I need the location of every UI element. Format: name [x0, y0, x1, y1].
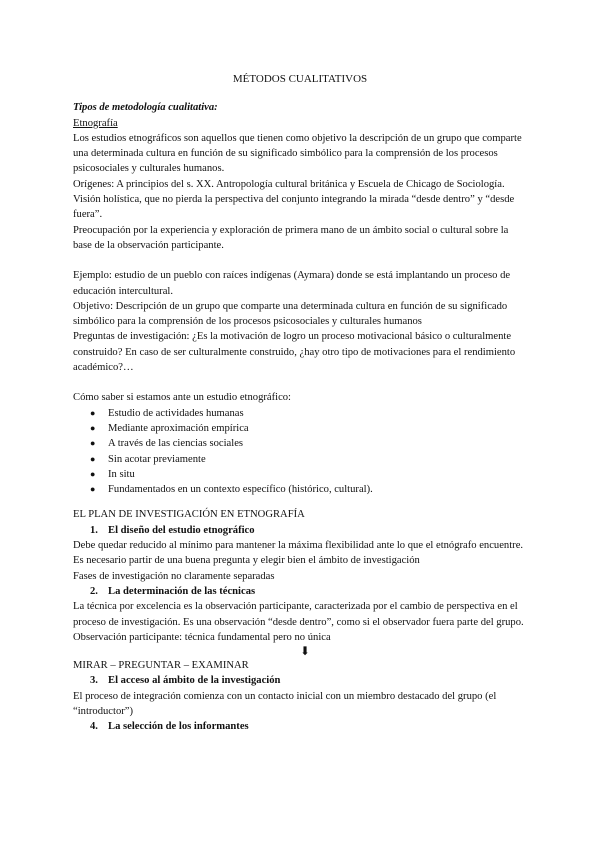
bullet-icon: ●	[90, 438, 96, 449]
bullet-icon: ●	[90, 453, 96, 464]
section-heading-plan: EL PLAN DE INVESTIGACIÓN EN ETNOGRAFÍA	[73, 509, 305, 521]
list-item: ● Mediante aproximación empírica	[73, 421, 527, 436]
spacer	[73, 497, 527, 507]
bullet-icon: ●	[90, 407, 96, 418]
numbered-heading-3: 3. El acceso al ámbito de la investigación	[90, 675, 281, 687]
paragraph-phases: Fases de investigación no claramente separadas	[73, 570, 275, 582]
bullet-icon: ●	[90, 468, 96, 479]
page-title: MÉTODOS CUALITATIVOS	[232, 73, 368, 85]
list-item: ● Fundamentados en un contexto específico (histórico, cultural).	[73, 482, 527, 497]
numbered-heading-4: 4. La selección de los informantes	[90, 721, 249, 733]
paragraph-technique: La técnica por excelencia es la observación participante, caracterizada por el cambio de perspectiva en el proceso de investigación. Es una observación “desde dentro”, como si el observador fuera parte del grupo.	[73, 601, 524, 628]
arrow-down-icon: ⬇	[299, 644, 311, 659]
paragraph-access: El proceso de integración comienza con un contacto inicial con un miembro destacado del grupo (el “introductor”)	[73, 690, 497, 717]
paragraph-holistic: Visión holística, que no pierda la perspectiva del conjunto integrando la mirada “desde dentro” y “desde fuera”.	[73, 194, 515, 221]
bullet-icon: ●	[90, 422, 96, 433]
numbered-heading-1: 1. El diseño del estudio etnográfico	[90, 524, 255, 536]
numbered-heading-2: 2. La determinación de las técnicas	[90, 585, 256, 597]
subheading-etnografia: Etnografía	[73, 117, 118, 129]
spacer	[73, 253, 527, 268]
paragraph-question: Es necesario partir de una buena pregunta y elegir bien el ámbito de investigación	[73, 555, 420, 567]
paragraph-example: Ejemplo: estudio de un pueblo con raíces indígenas (Aymara) donde se está implantando un proceso de educación intercultural.	[73, 270, 511, 297]
bullet-icon: ●	[90, 484, 96, 495]
list-item: ● In situ	[73, 467, 527, 482]
paragraph-concern: Preocupación por la experiencia y exploración de primera mano de un ámbito social o cultural sobre la base de la observación participante.	[73, 224, 509, 251]
list-item: ● A través de las ciencias sociales	[73, 436, 527, 451]
spacer	[73, 375, 527, 390]
paragraph-objective: Objetivo: Descripción de un grupo que comparte una determinada cultura en función de su significado simbólico para la comprensión de los procesos psicosociales y culturales humanos	[73, 300, 508, 328]
bullet-list	[73, 406, 527, 498]
paragraph-definition: Los estudios etnográficos son aquellos que tienen como objetivo la descripción de un grupo que comparte una determinada cultura en función de su significado simbólico para la comprensión de los procesos psicosociales y culturales humanos.	[73, 132, 522, 175]
paragraph-observation: Observación participante: técnica fundamental pero no única	[73, 631, 331, 643]
list-item: ● Estudio de actividades humanas	[73, 406, 527, 421]
paragraph-mirar: MIRAR – PREGUNTAR – EXAMINAR	[73, 660, 249, 672]
paragraph-questions: Preguntas de investigación: ¿Es la motivación de logro un proceso motivacional básico o culturalmente construido? En caso de ser culturalmente construido, ¿hay otro tipo de motivaciones para el rendimiento académico?…	[73, 331, 516, 374]
paragraph-how-to-know: Cómo saber si estamos ante un estudio etnográfico:	[73, 392, 292, 404]
paragraph-origins: Orígenes: A principios del s. XX. Antropología cultural británica y Escuela de Chicago de Sociología.	[73, 178, 505, 190]
document-body	[73, 72, 527, 735]
list-item: ● Sin acotar previamente	[73, 452, 527, 467]
paragraph-design: Debe quedar reducido al mínimo para mantener la máxima flexibilidad ante lo que el etnógrafo encuentre.	[73, 540, 524, 552]
section-heading-types: Tipos de metodología cualitativa:	[73, 102, 218, 114]
